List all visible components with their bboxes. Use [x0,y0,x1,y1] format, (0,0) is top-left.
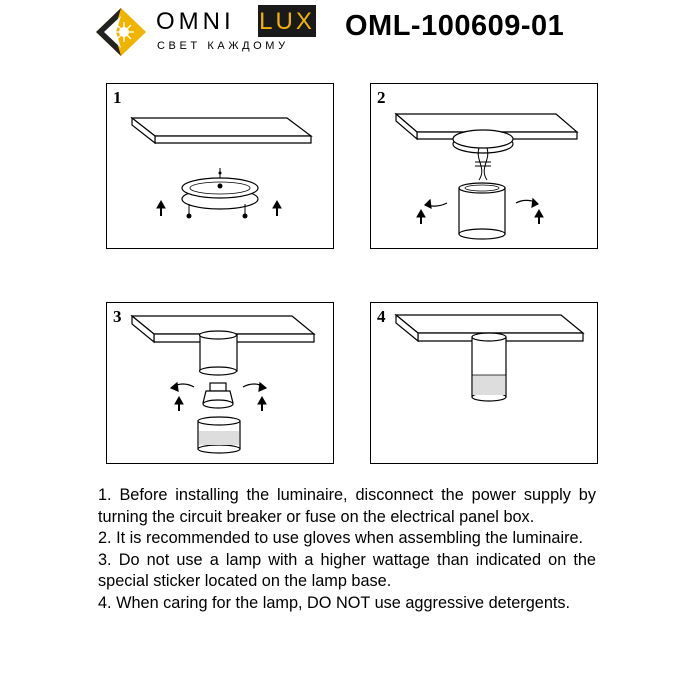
step-2-number: 2 [377,88,386,107]
model-number: OML-100609-01 [345,10,565,42]
step-1-number: 1 [113,88,122,107]
step-3-panel [106,302,334,464]
installed-luminaire-illustration [371,303,599,465]
instruction-3: 3. Do not use a lamp with a higher wattage than indicated on the special sticker located on the lamp base. [98,550,596,590]
brand-lux-text: LUX [259,8,315,35]
step-4-number: 4 [377,307,386,326]
instructions-list [98,485,596,614]
insert-lamp-illustration [107,303,335,465]
brand-omni-text: OMNI [156,8,235,35]
brand-tagline: СВЕТ КАЖДОМУ [157,40,289,52]
step-4-panel [370,302,598,464]
omnilux-logo-icon [92,6,150,58]
step-2-panel [370,83,598,249]
ceiling-base-mount-illustration [107,84,335,250]
step-3-number: 3 [113,307,122,326]
step-1-panel [106,83,334,249]
instruction-4: 4. When caring for the lamp, DO NOT use aggressive detergents. [98,593,571,612]
instruction-2: 2. It is recommended to use gloves when assembling the luminaire. [98,529,584,547]
connect-wires-illustration [371,84,599,250]
instruction-1: 1. Before installing the luminaire, disconnect the power supply by turning the circuit breaker or fuse on the electrical panel box. [98,486,596,526]
